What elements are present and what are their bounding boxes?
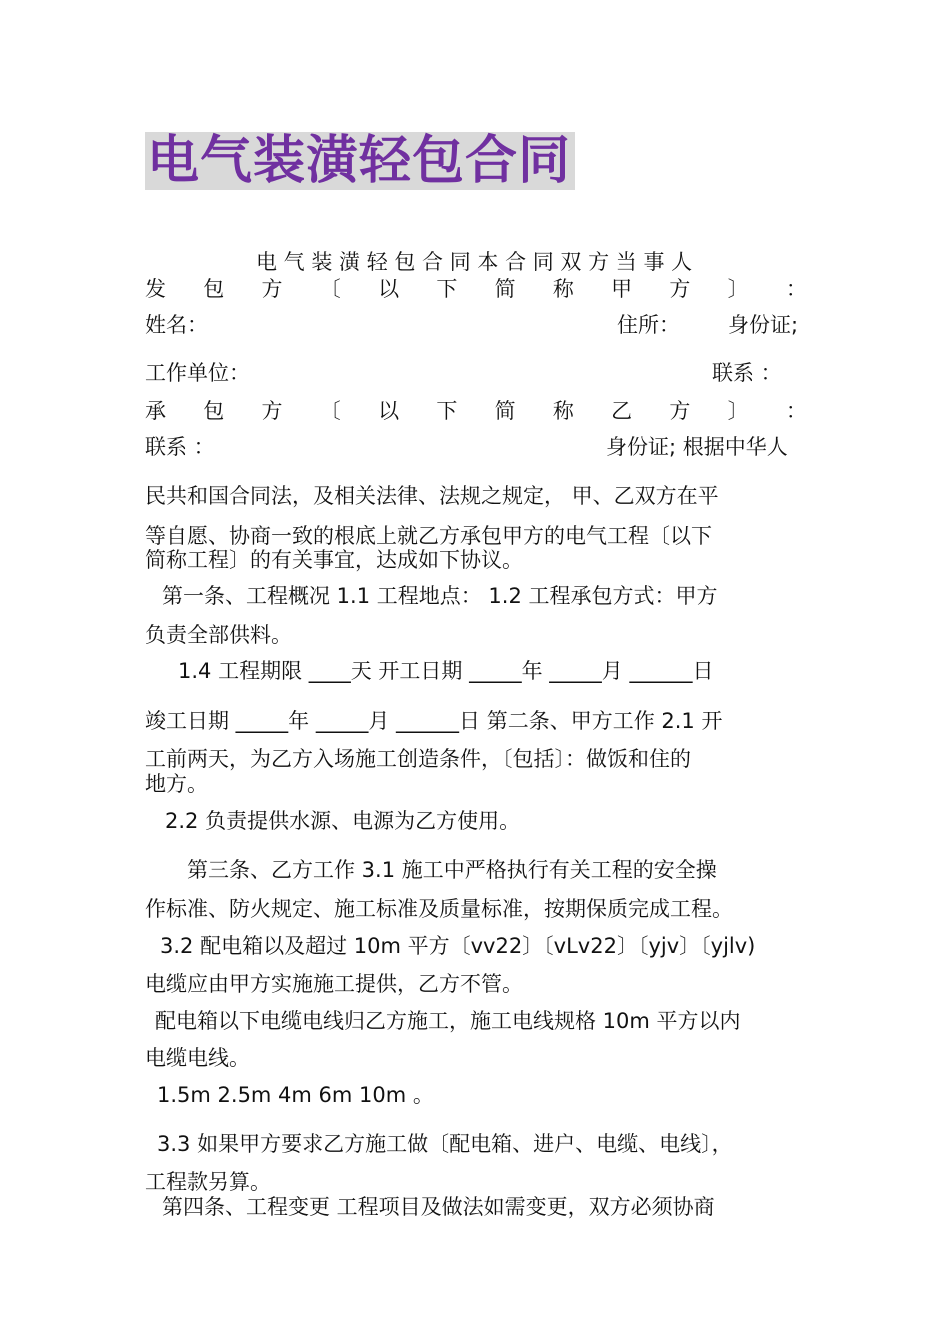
party-b-id-label: 身份证; 根据中华人 bbox=[606, 435, 788, 459]
party-a-contact-label: 联系 ： bbox=[712, 361, 782, 385]
paragraph-line: 等自愿、协商一致的根底上就乙方承包甲方的电气工程〔以下 bbox=[145, 524, 712, 548]
clause-2-2: 2.2 负责提供水源、电源为乙方使用。 bbox=[165, 809, 521, 833]
article-3-heading: 第三条、乙方工作 3.1 施工中严格执行有关工程的安全操 bbox=[187, 858, 717, 882]
document-title: 电气装潢轻包合同 bbox=[145, 132, 575, 190]
clause-3-3: 3.3 如果甲方要求乙方施工做〔配电箱、进户、电缆、电线〕， bbox=[157, 1132, 733, 1156]
paragraph-line: 简称工程〕的有关事宜，达成如下协议。 bbox=[145, 548, 523, 572]
party-a-id-label: 身份证; bbox=[728, 313, 799, 337]
party-b-contact-label: 联系 ： bbox=[145, 435, 215, 459]
paragraph-line: 作标准、防火规定、施工标准及质量标准，按期保质完成工程。 bbox=[145, 897, 733, 921]
paragraph-line: 配电箱以下电缆电线归乙方施工，施工电线规格 10m 平方以内 bbox=[155, 1009, 741, 1033]
contract-heading-line: 电 气 装 潢 轻 包 合 同 本 合 同 双 方 当 事 人 bbox=[256, 250, 693, 274]
paragraph-line: 地方。 bbox=[145, 772, 208, 796]
article-4-heading: 第四条、工程变更 工程项目及做法如需变更，双方必须协商 bbox=[162, 1195, 715, 1219]
party-a-unit-label: 工作单位： bbox=[145, 361, 250, 385]
paragraph-line: 电缆电线。 bbox=[145, 1046, 250, 1070]
paragraph-line: 工前两天，为乙方入场施工创造条件，〔包括〕：做饭和住的 bbox=[145, 747, 691, 771]
party-a-name-label: 姓名： bbox=[145, 313, 208, 337]
party-a-line: 发 包 方 〔 以 下 简 称 甲 方 〕 ： bbox=[145, 277, 807, 301]
wire-sizes-line: 1.5m 2.5m 4m 6m 10m 。 bbox=[157, 1083, 434, 1107]
paragraph-line: 民共和国合同法，及相关法律、法规之规定， 甲、乙双方在平 bbox=[145, 484, 719, 508]
project-term-line: 1.4 工程期限 ____天 开工日期 _____年 _____月 ______日 bbox=[178, 659, 714, 683]
completion-date-line: 竣工日期 _____年 _____月 ______日 第二条、甲方工作 2.1 开 bbox=[145, 709, 723, 733]
clause-3-2: 3.2 配电箱以及超过 10m 平方〔vv22〕〔vLv22〕〔yjv〕〔yjlv) bbox=[160, 934, 756, 958]
party-a-address-label: 住所： bbox=[617, 313, 680, 337]
paragraph-line: 电缆应由甲方实施施工提供，乙方不管。 bbox=[145, 972, 523, 996]
paragraph-line: 工程款另算。 bbox=[145, 1170, 271, 1194]
party-b-line: 承 包 方 〔 以 下 简 称 乙 方 〕 ： bbox=[145, 399, 807, 423]
paragraph-line: 负责全部供料。 bbox=[145, 623, 292, 647]
article-1-heading: 第一条、工程概况 1.1 工程地点： 1.2 工程承包方式：甲方 bbox=[162, 584, 718, 608]
